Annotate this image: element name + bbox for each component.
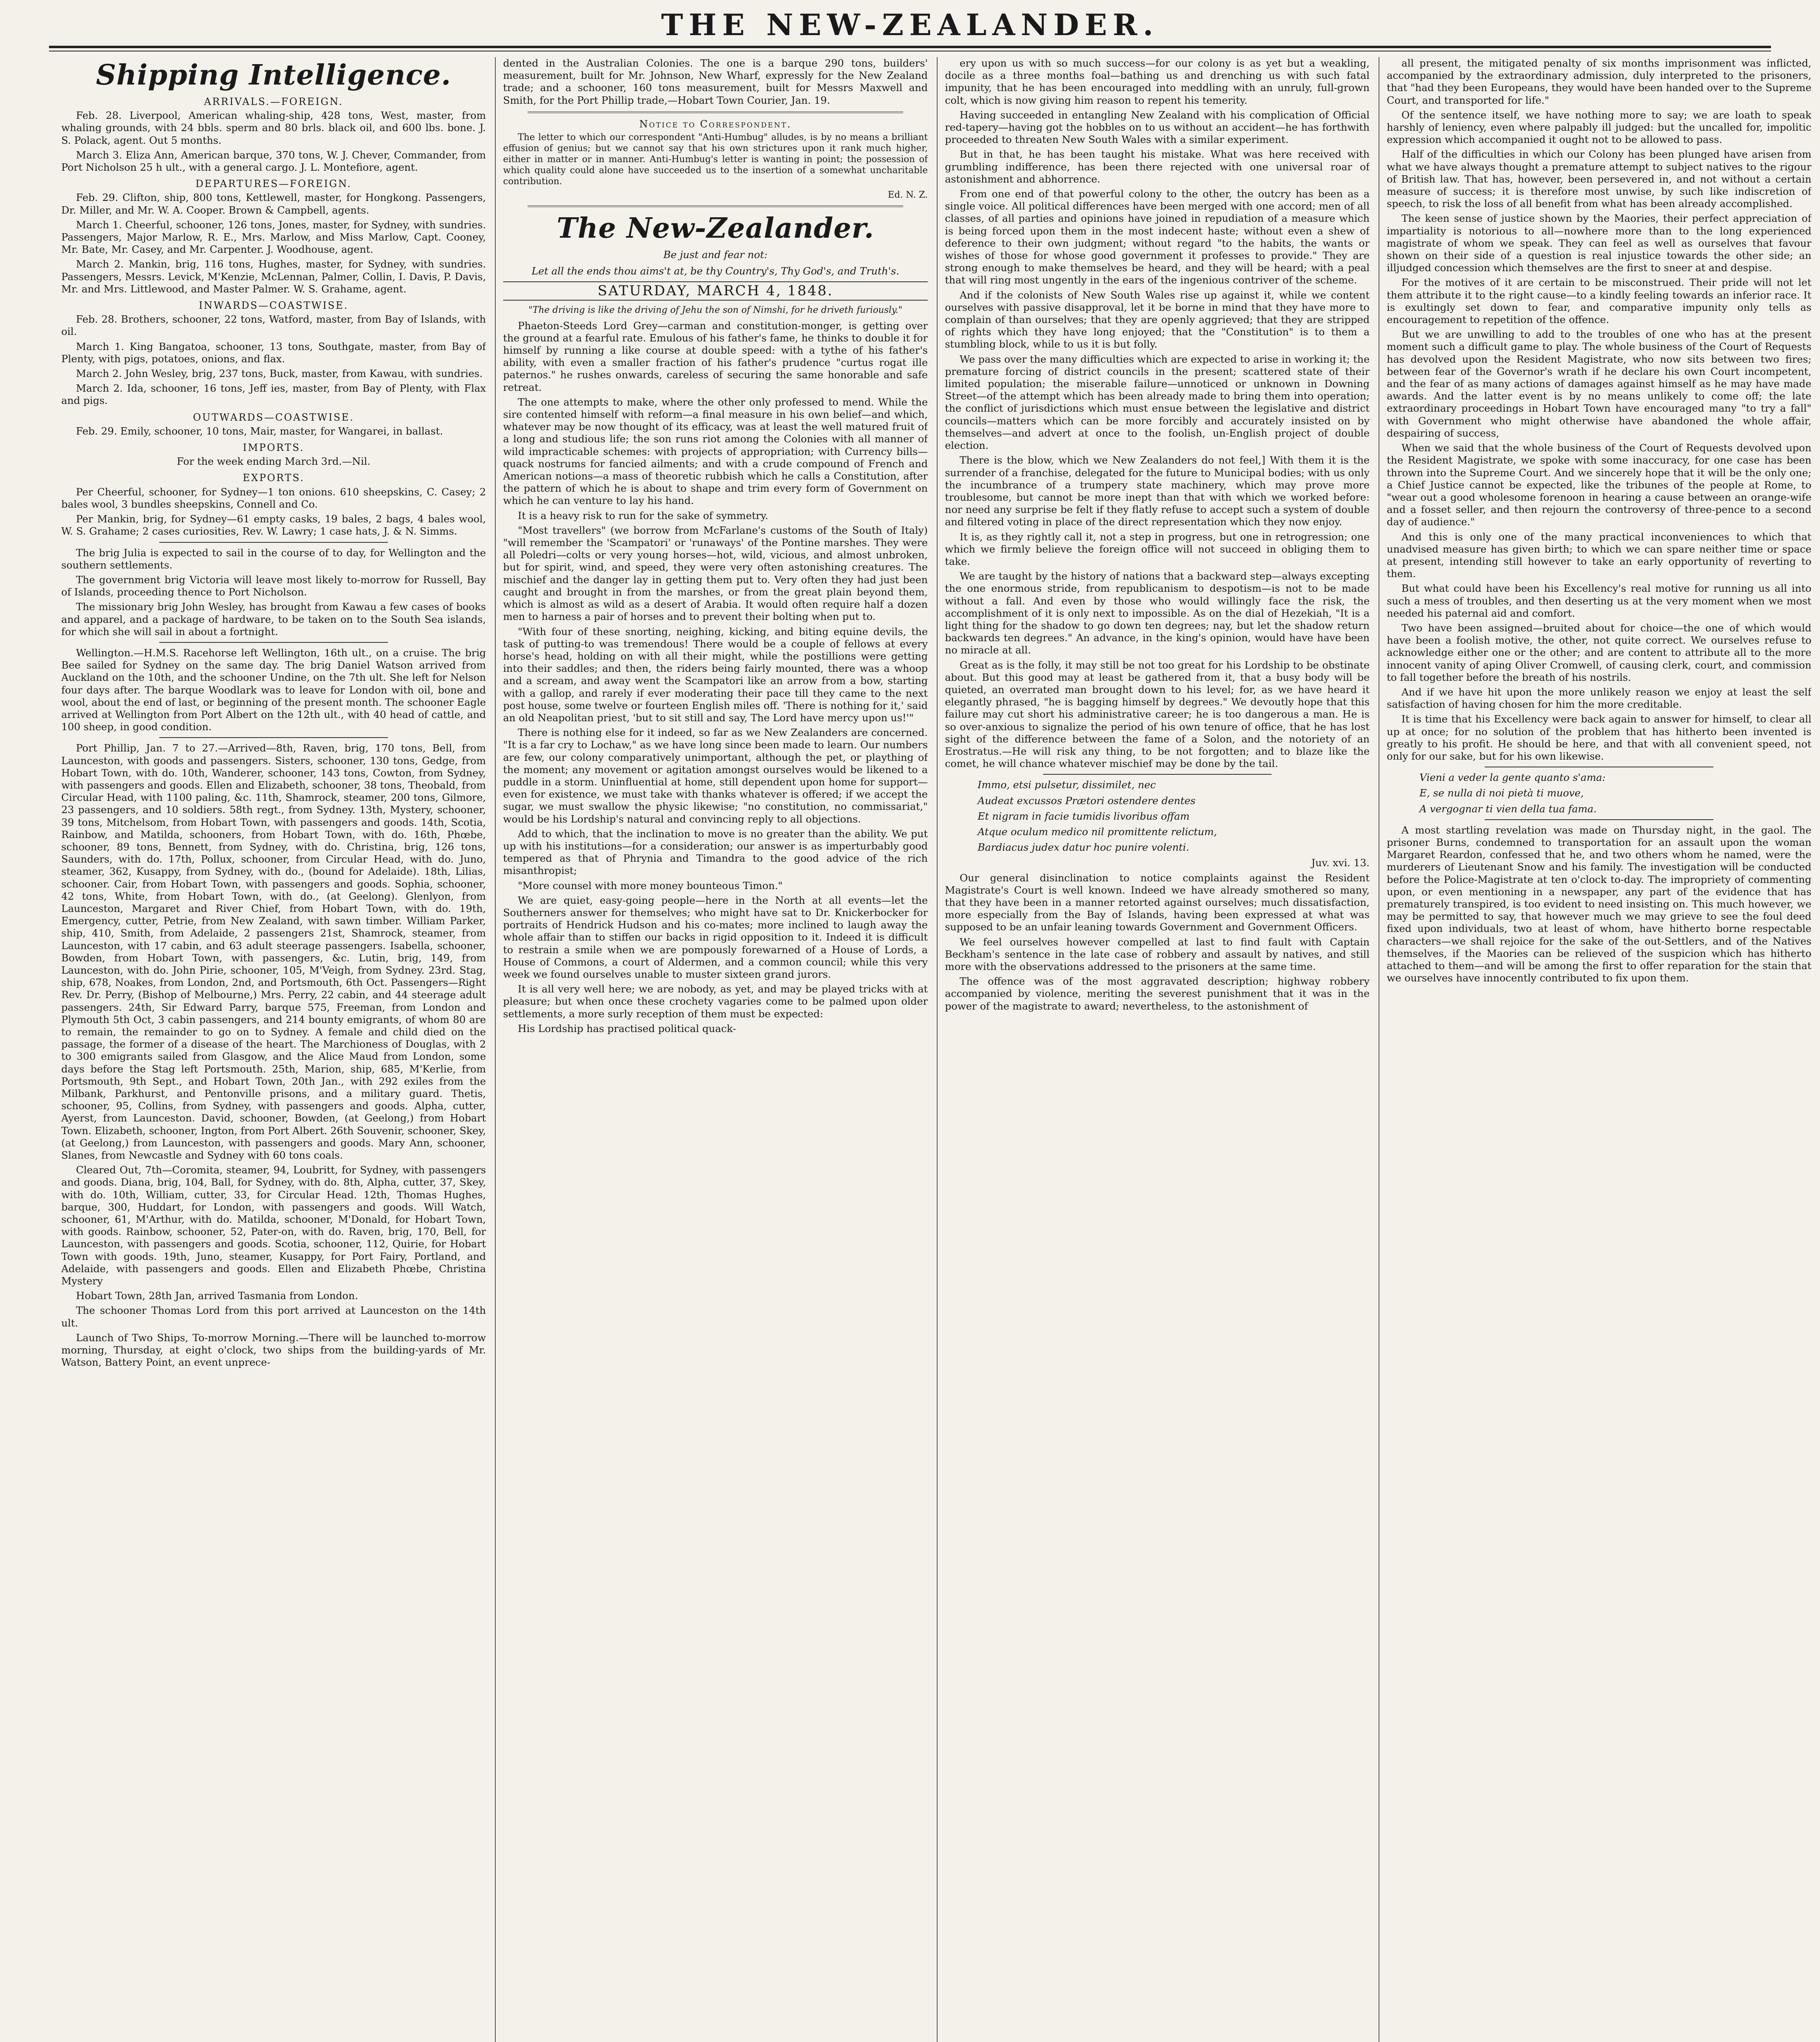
article-paragraph: ery upon us with so much success—for our colony is as yet but a weakling, docile as a three months foal—bathing us and drenching us with such fatal impunity, that he has been encouraged into meddling with an unruly, full-grown colt, which is now giving him reason to repent his temerity. <box>945 57 1370 106</box>
subhead-departures-foreign: DEPARTURES—FOREIGN. <box>195 178 352 190</box>
article-paragraph: A most startling revelation was made on Thursday night, in the gaol. The prisoner Burns, condemned to transportation for an assault upon the woman Margaret Reardon, confessed that he, and two others whom he named, were the murderers of Lieutenant Snow and his family. The investigation will be conducted before the Police-Magistrate at ten o'clock to-day. The impropriety of commenting upon, or even mentioning in a newspaper, any part of the evidence that has prematurely transpired, is too evident to need insisting on. This much however, we may be permitted to say, that however much we may grieve to see the foul deed fixed upon individuals, two at least of whom, have hitherto borne respectable characters—we shall rejoice for the sake of the out-Settlers, and of the Natives themselves, if the Maories can be relieved of the suspicion which has hitherto attached to them—and will be among the first to offer reparation for the stain that we ourselves have innocently contributed to fix upon them. <box>1387 824 1811 984</box>
article-paragraph: His Lordship has practised political quack- <box>518 1022 736 1034</box>
article-paragraph: We pass over the many difficulties which are expected to arise in working it; the premature forcing of district councils in the present; scattered state of their limited population; the miserable failure—unnoticed or unknown in Downing Street—of the attempt which has been already made to bring them into operation; the conflict of jurisdictions which must ensue between the legislative and district councils—matters which can be more forcibly and accurately insisted on by themselves—and advert at once to the foolish, un-English project of double election. <box>945 353 1370 452</box>
verse-line: Atque oculum medico nil promittente relictum, <box>978 825 1217 838</box>
article-paragraph: And if the colonists of New South Wales rise up against it, while we content ourselves with passive disapproval, let it be borne in mind that they have more to complain of than ourselves; that they are openly aggrieved; that they are stripped of rights which they have long enjoyed; that the "Constitution" is to them a stumbling block, while to us it is but folly. <box>945 289 1370 350</box>
shipping-notes <box>61 547 486 638</box>
shipping-entry: Feb. 29. Emily, schooner, 10 tons, Mair, master, for Wangarei, in ballast. <box>76 425 443 437</box>
article-paragraph: "More counsel with more money bounteous Timon." <box>518 879 783 892</box>
verse-line: Bardiacus judex datur hoc punire volenti. <box>978 841 1190 854</box>
motto-line-2: Let all the ends thou aims't at, be thy Country's, Thy God's, and Truth's. <box>531 265 900 277</box>
shipping-entry: Feb. 28. Brothers, schooner, 22 tons, Watford, master, from Bay of Islands, with oil. <box>61 313 486 338</box>
issue-date: SATURDAY, MARCH 4, 1848. <box>503 281 928 300</box>
notice-heading: Notice to Correspondent. <box>639 118 792 130</box>
article-paragraph: And if we have hit upon the more unlikely reason we enjoy at least the self satisfaction of having chosen for him the more creditable. <box>1387 686 1811 711</box>
subhead-outwards-coastwise: OUTWARDS—COASTWISE. <box>193 411 354 423</box>
shipping-note: The brig Julia is expected to sail in the course of to day, for Wellington and the southern settlements. <box>61 546 486 571</box>
article-paragraph: Of the sentence itself, we have nothing more to say; we are loath to speak harshly of leniency, even where palpably ill judged: but the uncalled for, impolitic expression which accompanied it ought not to be allowed to pass. <box>1387 109 1811 146</box>
export-entry: Per Cheerful, schooner, for Sydney—1 ton onions. 610 sheepskins, C. Casey; 2 bales wool, 3 bundles sheepskins, Connell and Co. <box>61 486 486 510</box>
column-2 <box>503 57 928 2042</box>
article-paragraph: From one end of that powerful colony to the other, the outcry has been as a single voice. All political differences have been merged with one accord; men of all classes, of all parties and opinions have joined in repudiation of a measure which is being forced upon them in the most indecent haste; without even a shew of deference to their own judgment; without regard "to the habits, the wants or wishes of those for whose good government it professes to provide." They are strong enough to make themselves be heard, and they will be heard; with a peal that will ring most ungently in the ears of the ingenious contriver of the scheme. <box>945 188 1370 286</box>
outwards-coastwise-list <box>61 425 486 437</box>
article-paragraph: The one attempts to make, where the other only professed to mend. While the sire contented himself with reform—a final measure in his own belief—and which, whatever may be now thought of its efficacy, was at least the well matured fruit of a long and studious life; the son runs riot among the Colonies with all manner of wild impracticable schemes: with projects of appropriation; with Currency bills—quack nostrums for fancied ailments; and with a crude compound of French and American notions—a mass of theoretic rubbish which he calls a Constitution, after the pattern of which he is about to shape and trim every form of Government on which he can venture to lay his hand. <box>503 396 928 507</box>
editorial-title: The New-Zealander. <box>557 212 874 245</box>
article-paragraph: The keen sense of justice shown by the Maories, their perfect appreciation of impartiality is notorious to all—nowhere more than to the long experienced magistrate of whom we speak. They can feel as well as ourselves that favour shown on their side of a question is real injustice towards the other side; an illjudged concession which themselves are the first to sneer at and despise. <box>1387 212 1811 274</box>
article-paragraph: "Most travellers" (we borrow from McFarlane's customs of the South of Italy) "will remember the 'Scampatori' or 'runaways' of the Pontine marshes. They were all Poledri—colts or very young horses—hot, wild, vicious, and almost unbroken, but for spirit, wind, and speed, they were very often astonishing creatures. The mischief and the danger lay in getting them put to. Very often they had just been caught and brought in from the marshes, or from the great plain beyond them, which is almost as wild as a desert of Arabia. It would often require half a dozen men to harness a pair of horses and to prevent their bolting when put to. <box>503 524 928 623</box>
editorial-body <box>503 320 928 1035</box>
article-paragraph: But what could have been his Excellency's real motive for running us all into such a mess of troubles, and then deserting us at the very moment when we most needed his paternal aid and comfort. <box>1387 582 1811 619</box>
subhead-inwards-coastwise: INWARDS—COASTWISE. <box>198 300 349 312</box>
article-paragraph: It is all very well here; we are nobody, as yet, and may be played tricks with at pleasure; but when once these crochety vagaries come to be palmed upon older settlements, a more surly reception of them must be expected: <box>503 983 928 1020</box>
shipping-entry: March 2. Ida, schooner, 16 tons, Jeff ies, master, from Bay of Plenty, with Flax and pigs. <box>61 382 486 407</box>
latin-quotation <box>945 779 1370 854</box>
notice-signature: Ed. N. Z. <box>888 190 928 201</box>
separator <box>1043 774 1272 775</box>
shipping-entry: March 2. Mankin, brig, 116 tons, Hughes, master, for Sydney, with sundries. Passengers, Messrs. Levick, M'Kenzie, McLennan, Palmer, Collin, I. Davis, P. Davis, Mr. and Mrs. Littlewood, and Master Palmer. W. S. Grahame, agent. <box>61 258 486 295</box>
article-paragraph: Phaeton-Steeds Lord Grey—carman and constitution-monger, is getting over the ground at a fearful rate. Emulous of his father's fame, he thinks to double it for himself by running a like course at double speed: with a tythe of his father's ability, with even a smaller fraction of his father's prudence "curtus rogat ille paternos." he rushes onwards, careless of securing the same honorable and safe retreat. <box>503 319 928 393</box>
column-4 <box>1387 57 1811 2042</box>
arrivals-foreign-list <box>61 109 486 174</box>
article-paragraph: It is, as they rightly call it, not a step in progress, but one in retrogression; one which we firmly believe the foreign office will not succeed in obliging them to take. <box>945 531 1370 567</box>
verse-line: Immo, etsi pulsetur, dissimilet, nec <box>978 779 1156 791</box>
article-paragraph: When we said that the whole business of the Court of Requests devolved upon the Resident Magistrate, we spoke with some inaccuracy, for one case has been thrown into the Supreme Court. And we sincerely hope that it will be the only one; a Chief Justice cannot be expected, like the tribunes of the people at Rome, to "wear out a good wholesome forenoon in hearing a cause between an orange-wife and a fosset seller, and then rejourn the controversy of three-pence to a second day of audience." <box>1387 442 1811 528</box>
hobart-report: Hobart Town, 28th Jan, arrived Tasmania from London. <box>76 1290 358 1302</box>
shipping-entry: Feb. 29. Clifton, ship, 800 tons, Kettlewell, master, for Hongkong. Passengers, Dr. Miller, and Mr. W. A. Cooper. Brown & Campbell, agents. <box>61 192 486 216</box>
verse-line: Vieni a veder la gente quanto s'ama: <box>1419 771 1606 784</box>
separator <box>1485 819 1713 820</box>
article-paragraph: The offence was of the most aggravated description; highway robbery accompanied by violence, meriting the severest punishment that it was in the power of the magistrate to award; nevertheless, to the astonishment of <box>945 975 1370 1012</box>
article-paragraph: We feel ourselves however compelled at last to find fault with Captain Beckham's sentence in the late case of robbery and assault by natives, and still more with the observations addressed to the prisoners at the same time. <box>945 936 1370 973</box>
magistrate-article <box>945 872 1370 1012</box>
exports-list <box>61 486 486 538</box>
article-paragraph: Half of the difficulties in which our Colony has been plunged have arisen from what we have always thought a premature attempt to subject natives to the rigour of British law. That has, however, been persevered in, and not without a certain measure of success; it is therefore most unwise, by such like indiscretion of speech, to risk the loss of all benefit from what has been already accomplished. <box>1387 148 1811 210</box>
column-divider <box>937 57 938 2042</box>
newspaper-title: THE NEW-ZEALANDER. <box>661 7 1159 42</box>
export-entry: Per Mankin, brig, for Sydney—61 empty casks, 19 bales, 2 bags, 4 bales wool, W. S. Grahame; 2 cases curiosities, Rev. W. Lawry; 1 case hats, J. & N. Simms. <box>61 513 486 537</box>
notice-text: The letter to which our correspondent "Anti-Humbug" alludes, is by no means a brilliant effusion of genius; but we cannot say that his own strictures upon it rank much higher, either in matter or in manner. Anti-Humbug's letter is wanting in point; the possession of which quality could alone have succeeded us to the insertion of a somewhat uncharitable contribution. <box>503 132 928 187</box>
article-paragraph: "With four of these snorting, neighing, kicking, and biting equine devils, the task of putting-to was tremendous! There would be a couple of fellows at every horse's head, holding on with all their might, while the postillions were getting into their saddles; and then, the riders being fairly mounted, there was a whoop and a scream, and away went the Scampatori like an arrow from a bow, starting with a gallop, and rarely if ever moderating their pace till they came to the next post house, some twelve or fourteen English miles off. 'There is nothing for it,' said an old Neapolitan priest, 'but to sit still and say, The Lord have mercy upon us!'" <box>503 625 928 724</box>
separator <box>528 205 903 207</box>
verse-line: Audeat excussos Prætori ostendere dentes <box>978 794 1196 807</box>
shipping-entry: March 1. King Bangatoa, schooner, 13 tons, Southgate, master, from Bay of Plenty, with pigs, potatoes, onions, and flax. <box>61 340 486 365</box>
article-paragraph: Our general disinclination to notice complaints against the Resident Magistrate's Court is well known. Indeed we have already smothered so many, that they have been in a manner retorted against ourselves; much dissatisfaction, more especially from the Bay of Islands, having been expressed at what was supposed to be an unfair leaning towards Government and Government Officers. <box>945 872 1370 933</box>
article-paragraph: all present, the mitigated penalty of six months imprisonment was inflicted, accompanied by the extraordinary admission, duly interpreted to the prisoners, that "had they been Europeans, they would have been handed over to the Supreme Court, and transported for life." <box>1387 57 1811 106</box>
verse-line: Et nigram in facie tumidis livoribus offam <box>978 810 1190 822</box>
shipping-entry: March 3. Eliza Ann, American barque, 370 tons, W. J. Chever, Commander, from Port Nicholson 25 h ult., with a general cargo. J. L. Montefiore, agent. <box>61 149 486 174</box>
shipping-note: The government brig Victoria will leave most likely to-morrow for Russell, Bay of Islands, proceeding thence to Port Nicholson. <box>61 573 486 598</box>
verse-line: A vergognar ti vien della tua fama. <box>1419 803 1597 815</box>
editorial-body-continued <box>945 57 1370 770</box>
article-paragraph: We are taught by the history of nations that a backward step—always excepting the one enormous stride, from republicanism to despotism—is not to be made without a fall. And even by those who would willingly face the risk, the accomplishment of it is only next to impossible. As on the dial of Hezekiah, "It is a light thing for the shadow to go down ten degrees; nay, but let the shadow return backwards ten degrees." An advance, in the king's opinion, would have have been no miracle at all. <box>945 570 1370 656</box>
masthead-rule <box>49 46 1771 48</box>
subhead-arrivals-foreign: ARRIVALS.—FOREIGN. <box>204 96 343 107</box>
article-paragraph: There is nothing else for it indeed, so far as we New Zealanders are concerned. "It is a far cry to Lochaw," as we have long since been made to learn. Our numbers are few, our colony comparatively unimportant, although the pet, or plaything of the moment; any movement or agitation amongst ourselves would be likened to a puddle in a storm. Uninfluential at home, still dependent upon home for support—even for existence, we must take with thanks whatever is offered; if we accept the sugar, we must swallow the physic likewise; "no constitution, no commissariat," would be his Lordship's natural and convincing reply to all objections. <box>503 727 928 825</box>
subhead-imports: IMPORTS. <box>243 442 305 454</box>
masthead <box>0 0 1820 53</box>
shipping-entry: Feb. 28. Liverpool, American whaling-ship, 428 tons, West, master, from whaling grounds, with 24 bbls. sperm and 80 brls. black oil, and 600 lbs. bone. J. S. Polack, agent. Out 5 months. <box>61 109 486 146</box>
separator <box>159 542 388 543</box>
departures-foreign-list <box>61 192 486 295</box>
wellington-report: Wellington.—H.M.S. Racehorse left Wellington, 16th ult., on a cruise. The brig Bee sailed for Sydney on the same day. The brig Daniel Watson arrived from Auckland on the 10th, and the schooner Undine, on the 7th ult. She left for Nelson four days after. The barque Woodlark was to leave for London with oil, bone and wool, about the end of last, or beginning of the present month. The schooner Eagle arrived at Wellington from Port Albert on the 12th ult., with 40 head of cattle, and 100 sheep, in good condition. <box>61 646 486 733</box>
italian-quotation <box>1387 771 1811 815</box>
gaol-revelation-article <box>1387 824 1811 985</box>
article-paragraph: For the motives of it are certain to be misconstrued. Their pride will not let them attribute it to the right cause—to a kindly feeling towards an inferior race. It is exultingly set down to fear, and comparative impunity only tells as encouragement to repetition of the offence. <box>1387 276 1811 326</box>
thomas-lord-report: The schooner Thomas Lord from this port arrived at Launceston on the 14th ult. <box>61 1304 486 1329</box>
motto-line-1: Be just and fear not: <box>663 249 768 261</box>
article-paragraph: Having succeeded in entangling New Zealand with his complication of Official red-tapery—having got the hobbles on to us without an accident—he has forthwith proceeded to threaten New South Wales with a similar experiment. <box>945 109 1370 146</box>
subhead-exports: EXPORTS. <box>243 472 305 484</box>
cleared-out-report: Cleared Out, 7th—Coromita, steamer, 94, Loubritt, for Sydney, with passengers and goods. Diana, brig, 104, Ball, for Sydney, with do. 8th, Alpha, cutter, 37, Skey, with do. 10th, William, cutter, 33, for Circular Head. 12th, Thomas Hughes, barque, 300, Huddart, for London, with passengers and goods. Will Watch, schooner, 61, M'Arthur, with do. Matilda, schooner, M'Donald, for Hobart Town, with goods. Rainbow, schooner, 52, Pater-on, with do. Raven, brig, 170, Bell, for Launceston, with passengers and goods. Scotia, schooner, 112, Quirie, for Hobart Town with goods. 19th, Juno, steamer, Kusappy, for Port Fairy, Portland, and Adelaide, with passengers and goods. Ellen and Elizabeth Phœbe, Christina Mystery <box>61 1164 486 1287</box>
verse-line: E, se nulla di noi pietà ti muove, <box>1419 787 1584 799</box>
section-heading-shipping: Shipping Intelligence. <box>96 59 451 91</box>
launch-report: Launch of Two Ships, To-morrow Morning.—There will be launched to-morrow morning, Thursday, at eight o'clock, two ships from the building-yards of Mr. Watson, Battery Point, an event unprece- <box>61 1331 486 1369</box>
epigraph: "The driving is like the driving of Jehu the son of Nimshi, for he driveth furiously." <box>528 305 903 315</box>
article-paragraph: But we are unwilling to add to the troubles of one who has at the present moment such a difficult game to play. The whole business of the Court of Requests has devolved upon the Resident Magistrate, who now sits between two fires; between fear of the Governor's wrath if he declare his own Court incompetent, and the fear of as many actions of damages against himself as he may have made awards. And the latter event is by no means unlikely to come off; the late extraordinary proceedings in Hobart Town have encouraged many "to try a fall" with Government who might otherwise have abandoned the whole affair, despairing of success, <box>1387 328 1811 439</box>
column-divider <box>495 57 496 2042</box>
article-paragraph: We are quiet, easy-going people—here in the North at all events—let the Southerners answer for themselves; who might have sat to Dr. Knickerbocker for portraits of Hendrick Hudson and his co-mates; more inclined to laugh away the whole affair than to stiffen our backs in rigid opposition to it. Indeed it is difficult to restrain a smile when we are pompously forewarned of a House of Lords, a House of Commons, a court of Aldermen, and a common council; while this very week we found ourselves unable to muster sixteen grand jurors. <box>503 894 928 980</box>
launch-continued: dented in the Australian Colonies. The one is a barque 290 tons, builders' measurement, built for Mr. Johnson, New Wharf, expressly for the New Zealand trade; and a schooner, 160 tons measurement, built for Messrs Maxwell and Smith, for the Port Phillip trade,—Hobart Town Courier, Jan. 19. <box>503 57 928 106</box>
column-3 <box>945 57 1370 2042</box>
article-paragraph: Two have been assigned—bruited about for choice—the one of which would have been a foolish motive, the other, not quite correct. We ourselves refuse to acknowledge either one or the other; and are content to attribute all to the more innocent vanity of aping Oliver Cromwell, of causing clerk, court, and commission to fall together before the breath of his nostrils. <box>1387 622 1811 683</box>
shipping-entry: March 2. John Wesley, brig, 237 tons, Buck, master, from Kawau, with sundries. <box>76 368 483 380</box>
article-paragraph: But in that, he has been taught his mistake. What was here received with grumbling indifference, has been there rejected with one universal roar of astonishment and abhorrence. <box>945 148 1370 185</box>
article-paragraph: Great as is the folly, it may still be not too great for his Lordship to be obstinate about. But this good may at least be gathered from it, that a busy body will be quieted, an overrated man brought down to his level; for, as we have heard it elegantly phrased, "he is bagging himself by degrees." We devoutly hope that this failure may cut short his administrative career; he is too dangerous a man. He is so over-anxious to signalize the period of his own tenure of office, that he has lost sight of the difference between the fame of a Solon, and the notoriety of an Erostratus.—He will risk any thing, to be not forgotten; and to blaze like the comet, he will chance whatever mischief may be done by the tail. <box>945 659 1370 770</box>
article-paragraph: And this is only one of the many practical inconveniences to which that unadvised measure has given birth; to which we can spare neither time or space at present, intending still however to take an early opportunity of reverting to them. <box>1387 531 1811 580</box>
latin-reference: Juv. xvi. 13. <box>1311 857 1370 869</box>
shipping-note: The missionary brig John Wesley, has brought from Kawau a few cases of books and apparel, and a package of hardware, to be taken on to the South Sea islands, for which she will sail in about a fortnight. <box>61 601 486 638</box>
port-phillip-report: Port Phillip, Jan. 7 to 27.—Arrived—8th, Raven, brig, 170 tons, Bell, from Launceston, with goods and passengers. Sisters, schooner, 130 tons, Gedge, from Hobart Town, with do. 10th, Wanderer, schooner, 143 tons, Cowton, from Sydney, with passengers and goods. Ellen and Elizabeth, schooner, 38 tons, Theobald, from Circular Head, with 1100 paling, &c. 11th, Shamrock, steamer, 200 tons, Gilmore, 23 passengers, and 10 soldiers. 58th regt., from Sydney. 13th, Mystery, schooner, 39 tons, Mitchelsom, from Hobart Town, with passengers and goods. 14th, Scotia, Rainbow, and Matilda, schooners, from Hobart Town, with do. 16th, Phœbe, schooner, 89 tons, Bennett, from Sydney, with do. Christina, brig, 126 tons, Saunders, with do. 17th, Pollux, schooner, from Circular Head, with do. Juno, steamer, 362, Kusappy, from Sydney, with do., (bound for Adelaide). 18th, Lilias, schooner. Cair, from Hobart Town, with passengers and goods. Sophia, schooner, 42 tons, White, from Hobart Town, with do., (at Geelong). Glenlyon, from Launceston, Margaret and River Chief, from Hobart Town, with do. 19th, Emergency, cutter, Petrie, from New Zealand, with sawn timber. William Parker, ship, 410, Smith, from Adelaide, 2 passengers 21st, Shamrock, steamer, from Launceston, with 17 cabin, and 63 adult steerage passengers. Isabella, schooner, Bowden, from Hobart Town, with passengers, &c. Lutin, brig, 149, from Launceston, with do. John Pirie, schooner, 105, M'Veigh, from Sydney. 23rd. Stag, ship, 678, Noakes, from London, 2nd, and Portsmouth, 6th Oct. Passengers—Right Rev. Dr. Perry, (Bishop of Melbourne,) Mrs. Perry, 22 cabin, and 44 steerage adult passengers. 24th, Sir Edward Parry, barque 575, Freeman, from London and Plymouth 5th Oct, 3 cabin passengers, and 214 bounty emigrants, of whom 80 are to remain, the remainder to go on to Sydney. A female and child died on the passage, the former of a disease of the heart. The Marchioness of Douglas, with 2 to 300 emigrants sailed from Glasgow, and the Alice Maud from London, some days before the Stag left Portsmouth. 25th, Marion, ship, 685, M'Kerlie, from Portsmouth, 9th Sept., and Hobart Town, 20th Jan., with 292 exiles from the Milbank, Parkhurst, and Pentonville prisons, and a military guard. Thetis, schooner, 95, Collins, from Sydney, with passengers and goods. Alpha, cutter, Ayerst, from Launceston. David, schooner, Bowden, (at Geelong,) from Hobart Town. Elizabeth, schooner, Ington, from Port Albert. 26th Souvenir, schooner, Skey, (at Geelong,) from Launceston, with passengers and goods. Mary Ann, schooner, Slanes, from Newcastle and Sydney with 60 tons coals. <box>61 742 486 1161</box>
article-paragraph: It is a heavy risk to run for the sake of symmetry. <box>518 509 769 522</box>
article-paragraph: There is the blow, which we New Zealanders do not feel,] With them it is the surrender of a franchise, delegated for the future to Municipal bodies; with us only the incumbrance of a trumpery state machinery, which may prove more troublesome, but cannot be more inept than that with which we worked before: nor need any surprise be felt if they flatly refuse to accept such a system of double and filtered voting in place of the direct representation which they now enjoy. <box>945 454 1370 528</box>
separator <box>528 111 903 113</box>
separator <box>159 642 388 643</box>
article-paragraph: It is time that his Excellency were back again to answer for himself, to clear all up at once; for no solution of the problem that has hitherto been invented is greatly to his profit. He should be here, and that with all convenient speed, not only for our sake, but for his own likewise. <box>1387 713 1811 762</box>
column-1 <box>61 57 486 2042</box>
inwards-coastwise-list <box>61 313 486 407</box>
article-paragraph: Add to which, that the inclination to move is no greater than the ability. We put up with his institutions—for a consideration; our answer is as imperturbably good tempered as that of Phrynia and Timandra to the good advice of the rich misanthropist; <box>503 827 928 877</box>
imports-text: For the week ending March 3rd.—Nil. <box>176 455 371 468</box>
separator <box>159 737 388 738</box>
magistrate-article-continued <box>1387 57 1811 762</box>
shipping-entry: March 1. Cheerful, schooner, 126 tons, Jones, master, for Sydney, with sundries. Passengers, Major Marlow, R. E., Mrs. Marlow, and Miss Marlow, Capt. Cooney, Mr. Bate, Mr. Casey, and Mr. Carpenter. J. Woodhouse, agent. <box>61 218 486 256</box>
